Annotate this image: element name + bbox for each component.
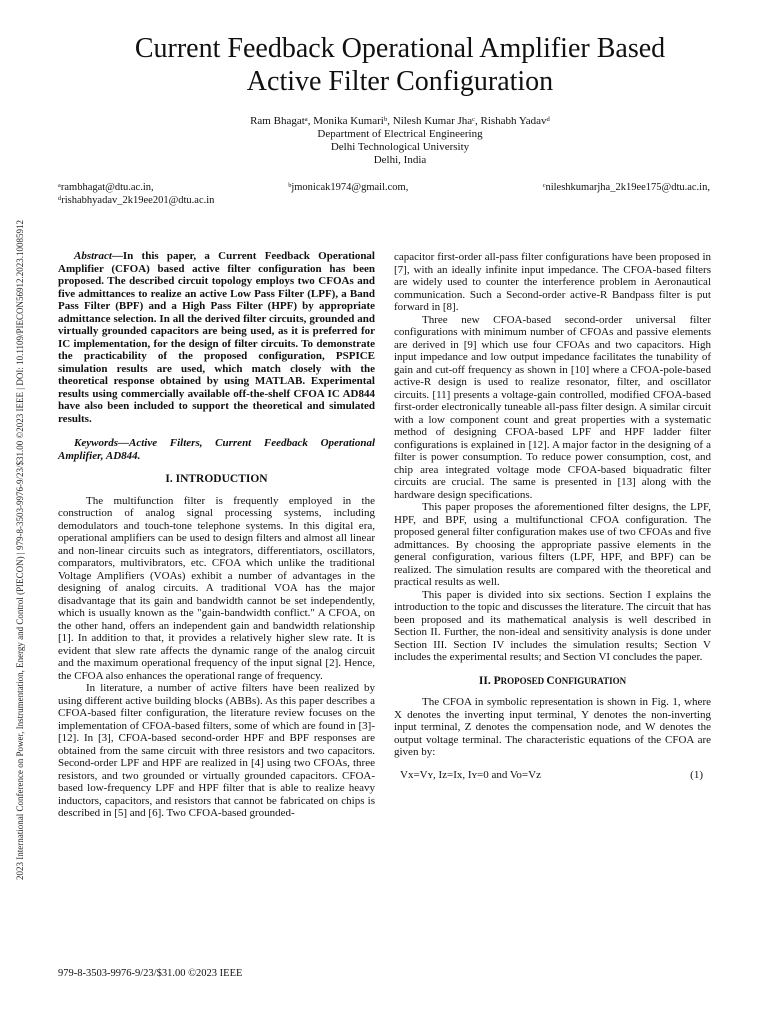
intro-paragraph: In literature, a number of active filters have been realized by using different active building blocks (ABBs). As this paper describes a CFOA-based filter configuration, the literature review focuses on the implementation of CFOA-based filters, some of which are found in [3]-[12]. In [3], CFOA-based second-order HPF and BPF responses are obtained from the same circuit with three resistors and two capacitors. Second-order LPF and HPF are realized in [4] using two CFOAs, three resistors, and two grounded or virtually grounded capacitors. CFOA-based low-frequency LPF and HPF filter that is able to realize heavy inductors, capacitors, and resistors that cannot be fabricated on chips is described in [5] and [6]. Two CFOA-based grounded- <box>58 682 375 819</box>
body-paragraph: The CFOA in symbolic representation is shown in Fig. 1, where X denotes the inverting input terminal, Y denotes the non-inverting input terminal, Z denotes the compensation node, and W denotes the output voltage terminal. The characteristic equations of the CFOA are given by: <box>394 696 711 758</box>
body-paragraph: This paper proposes the aforementioned filter designs, the LPF, HPF, and BPF, using a multifunctional CFOA configuration. The proposed general filter configuration makes use of two CFOAs and five admittances. By choosing the appropriate passive elements in the general configuration, various filters (LPF, HPF, and BPF) can be realized. The simulation results are compared with the theoretical and practical results as well. <box>394 501 711 588</box>
right-column <box>394 251 711 781</box>
equation-row <box>394 769 711 782</box>
equation: Vx=Vʏ, Iz=Ix, Iʏ=0 and Vo=Vz <box>400 768 541 781</box>
section-word-1: ROPOSED <box>500 675 547 686</box>
department: Department of Electrical Engineering <box>317 128 483 140</box>
email-d: ᵈrishabhyadav_2k19ee201@dtu.ac.in <box>58 195 215 206</box>
intro-paragraph: The multifunction filter is frequently employed in the construction of analog signal processing systems, including demodulators and touch-tone telephone systems. In this digital era, operational amplifiers can be used to design filters and almost all linear and non-linear circuits such as integrators, differentiators, oscillators, comparators, multivibrators, etc. CFOA which unlike the traditional Voltage Amplifiers (VOAs) exhibit a number of advantages in the designing of analog circuits. A traditional VOA has the major disadvantage that its gain and bandwidth cannot be set independently, which is usually known as the "gain-bandwidth conflict." A CFOA, on the other hand, offers an independent gain and bandwidth relationship [1]. In addition to that, it provides a relatively higher slew rate. It is evident that slew rate affects the dynamic range of the analog circuit and the maximum operational frequency of the input signal [2]. Hence, the CFOA also enhances the operational range of frequency. <box>58 494 375 682</box>
abstract <box>58 250 375 425</box>
university: Delhi Technological University <box>330 141 470 153</box>
email-c: ᶜnileshkumarjha_2k19ee175@dtu.ac.in, <box>542 182 710 193</box>
email-a: ᵃrambhagat@dtu.ac.in, <box>58 182 154 193</box>
side-citation: 2023 International Conference on Power, Instrumentation, Energy and Control (PIECON) | 979-8-3503-9976-9/23/$31.00 ©2023 IEEE | DOI: 10.1109/PIECON56912.2023.10085912 <box>15 220 25 880</box>
body-paragraph: This paper is divided into six sections. Section I explains the introduction to the topic and discusses the literature. The circuit that has been proposed and its mathematical analysis is well described in Section II. Further, the non-ideal and sensitivity analysis is done under Section III. Section IV includes the simulation results; Section V includes the experimental results; and Section VI concludes the paper. <box>394 588 711 663</box>
left-column <box>58 250 375 820</box>
title-line-1: Current Feedback Operational Amplifier Based <box>134 33 666 64</box>
body-paragraph: Three new CFOA-based second-order universal filter configurations with minimum number of CFOAs and passive elements are derived in [9] which use four CFOAs and two capacitors. High input impedance and low output impedance facilitates the tunability of gain and cut-off frequency as shown in [10] where a CFOA-pole-based active-R design is used to realize resonator, filter, and oscillator circuits. [11] presents a voltage-gain controlled, modified CFOA-based first-order electronically tuneable all-pass filter design. A similar circuit with a low component count and great properties with a systematic method of designing CFOA-based LPF and HPF ladder filter configurations is explained in [12]. A major factor in the designing of a filter is power consumption. To reduce power consumption, cost, and chip area integrated voltage mode CFOA-based biquadratic filter circuits are crucial. The same is presented in [13] along with the hardware design specifications. <box>394 313 711 501</box>
body-paragraph: capacitor first-order all-pass filter configurations have been proposed in [7], with an ideally infinite input impedance. The CFOA-based filters are widely used to counter the interference problem in Aeronautical communication. Such a Second-order active-R Bandpass filter is put forward in [8]. <box>394 251 711 313</box>
title-line-2: Active Filter Configuration <box>246 66 554 97</box>
email-block <box>58 181 710 207</box>
author-names: Ram Bhagatᵃ, Monika Kumariᵇ, Nilesh Kumar Jhaᶜ, Rishabh Yadavᵈ <box>250 115 550 127</box>
section-number: II. P <box>478 674 501 687</box>
paper-title <box>60 32 740 98</box>
section-heading-introduction: I. INTRODUCTION <box>165 473 268 485</box>
section-initial: C <box>546 674 555 687</box>
email-b: ᵇjmonicak1974@gmail.com, <box>288 182 409 193</box>
equation-number: (1) <box>690 768 703 781</box>
author-block <box>60 115 740 167</box>
section-word-2: ONFIGURATION <box>554 675 627 686</box>
keywords: Keywords—Active Filters, Current Feedback Operational Amplifier, AD844. <box>58 437 375 462</box>
section-heading-proposed-configuration <box>394 675 711 688</box>
footer-copyright: 979-8-3503-9976-9/23/$31.00 ©2023 IEEE <box>58 968 243 979</box>
abstract-text: —In this paper, a Current Feedback Operational Amplifier (CFOA) based active filter configuration has been proposed. The described circuit topology employs two CFOAs and five admittances to realize an active Low Pass Filter (LPF), a Band Pass Filter (BPF) and a High Pass Filter (HPF) by appropriate admittance selection. In all the derived filter circuits, grounded and virtually grounded capacitors are being used, as it is preferred for IC implementation, for the design of filter circuits. To demonstrate the practicability of the proposed configuration, PSPICE simulation results are used, which match closely with the theoretical response obtained by using MATLAB. Experimental results using commercially available off-the-shelf CFOA IC AD844 have also been included to support the theoretical and simulated results. <box>58 250 375 425</box>
abstract-label: Abstract <box>74 250 112 262</box>
city: Delhi, India <box>373 154 427 166</box>
